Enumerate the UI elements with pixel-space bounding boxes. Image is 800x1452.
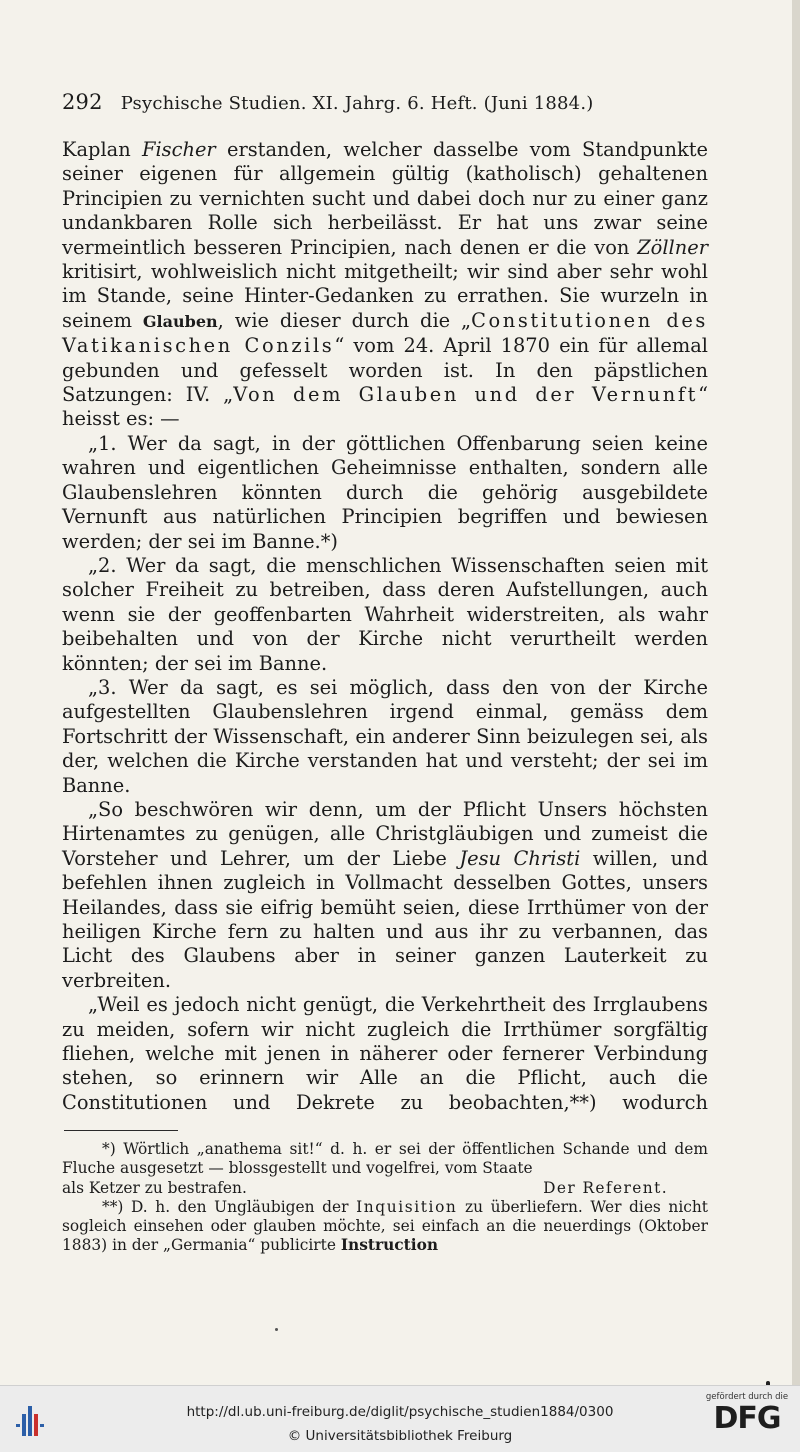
text-run: kritisirt, wohlweislich nicht mitgetheilt; wir sind aber sehr wohl im Stande, seine Hinter-Gedanken zu errathen. Sie wurzeln in seinem	[62, 260, 708, 332]
paragraph-1	[62, 138, 708, 432]
page-edge-shadow	[792, 0, 800, 1385]
text-run: erstanden, welcher dasselbe vom Standpunkte seiner eigenen für allgemein gültig (katholisch) gehaltenen Principien zu vernichten sucht und dabei doch nur zu einer ganz undankbaren Rolle sich herbeilässt. Er hat uns zwar seine vermeintlich besseren Principien, nach denen er die von	[62, 138, 708, 259]
footnote-1-last-line	[62, 1179, 708, 1198]
text-run: zu überliefern. Wer dies nicht sogleich einsehen oder glauben möchte, sei einfach an die neuerdings (Oktober 1883) in der „Germania“ publicirte	[62, 1197, 708, 1255]
dfg-logo	[704, 1392, 790, 1436]
text-run: “ vom 24. April 1870 ein für allemal gebunden und gefesselt worden ist. In den päpstlichen Satzungen: IV. „	[62, 334, 708, 407]
name-fischer: Fischer	[142, 138, 216, 161]
text-run: Kaplan	[62, 138, 142, 161]
footnote-1-tail: als Ketzer zu bestrafen.	[62, 1178, 247, 1197]
spaced-vernunft: Von dem Glauben und der Vernunft	[233, 383, 699, 407]
dfg-wordmark: DFG	[713, 1401, 781, 1436]
name-jesu-christi: Jesu Christi	[459, 846, 581, 870]
dfg-tagline: gefördert durch die	[705, 1392, 789, 1402]
footnote-2	[62, 1198, 708, 1256]
paragraph-5	[62, 798, 708, 993]
text-run: willen, und befehlen ihnen zugleich in Vollmacht desselben Gottes, unsers Heilandes, dass sie eifrig bemüht seien, diese Irrthümer von der heiligen Kirche fern zu halten und aus ihr zu verbannen, das Licht des Glaubens aber in seiner ganzen Lauterkeit zu verbreiten.	[62, 846, 709, 992]
running-header	[62, 90, 712, 114]
footnotes	[62, 1140, 708, 1256]
text-run: **) D. h. den Ungläubigen der	[102, 1197, 357, 1216]
footnote-1: *) Wörtlich „anathema sit!“ d. h. er sei der öffentlichen Schande und dem Fluche ausgesetzt — blossgestellt und vogelfrei, vom Staate	[62, 1140, 708, 1178]
footnote-rule	[64, 1130, 178, 1131]
main-text	[62, 138, 708, 1115]
spaced-inquisition: Inquisition	[356, 1197, 458, 1216]
paragraph-2: „1. Wer da sagt, in der göttlichen Offenbarung seien keine wahren und eigentlichen Geheimnisse enthalten, sondern alle Glaubenslehren könnten durch die gehörig ausgebildete Vernunft aus natürlichen Principien begriffen und bewiesen werden; der sei im Banne.*)	[62, 431, 708, 553]
running-title: Psychische Studien. XI. Jahrg. 6. Heft. (Juni 1884.)	[120, 93, 594, 114]
page-number: 292	[62, 90, 103, 114]
text-run: “ heisst es: —	[62, 383, 708, 431]
viewer-footer	[0, 1385, 800, 1452]
text-run: „So beschwören wir denn, um der Pflicht Unsers höchsten Hirtenamtes zu genügen, alle Christgläubigen und zumeist die Vorsteher und Lehrer, um der Liebe	[62, 797, 708, 870]
source-url-link[interactable]: http://dl.ub.uni-freiburg.de/diglit/psychische_studien1884/0300	[186, 1404, 614, 1420]
text-run: , wie dieser durch die „	[217, 308, 472, 332]
footnote-signature: Der Referent.	[543, 1178, 668, 1197]
name-zoellner: Zöllner	[637, 235, 708, 259]
copyright-notice: © Universitätsbibliothek Freiburg	[287, 1428, 513, 1444]
paragraph-3: „2. Wer da sagt, die menschlichen Wissenschaften seien mit solcher Freiheit zu betreiben, dass deren Aufstellungen, auch wenn sie der geoffenbarten Wahrheit widerstreiten, als wahr beibehalten und von der Kirche nicht verurtheilt werden könnten; der sei im Banne.	[62, 553, 708, 675]
scan-speck	[275, 1328, 278, 1331]
spaced-konzil: Constitutionen des Vatikanischen Conzils	[62, 308, 708, 358]
emphasis-glauben: Glauben	[142, 311, 218, 331]
emphasis-instruction: Instruction	[340, 1236, 439, 1255]
paragraph-6: „Weil es jedoch nicht genügt, die Verkehrtheit des Irrglaubens zu meiden, sofern wir nicht zugleich die Irrthümer sorgfältig fliehen, welche mit jenen in näherer oder fernerer Verbindung stehen, so erinnern wir Alle an die Pflicht, auch die Constitutionen und Dekrete zu beobachten,**) wodurch	[62, 993, 708, 1114]
paragraph-4: „3. Wer da sagt, es sei möglich, dass den von der Kirche aufgestellten Glaubenslehren irgend einmal, gemäss dem Fortschritt der Wissenschaft, ein anderer Sinn beizulegen sei, als der, welchen die Kirche verstanden hat und versteht; der sei im Banne.	[62, 675, 708, 797]
